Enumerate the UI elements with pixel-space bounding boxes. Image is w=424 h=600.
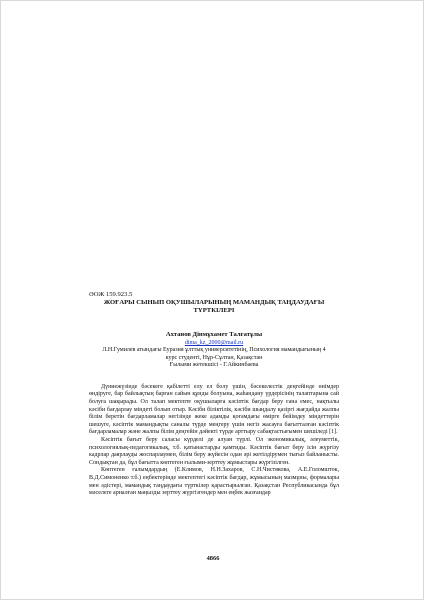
article-content xyxy=(89,291,339,498)
author-email-link[interactable]: dima_kz_2000@mail.ru xyxy=(184,340,244,346)
page-number: 4866 xyxy=(206,555,220,562)
affiliation xyxy=(89,347,339,370)
article-title xyxy=(89,299,339,315)
body-paragraph: Кәсіптік бағыт беру саласы күрделі де алуан түрлі. Ол экономикалық, әлеуметтік, психологиялық-педагогикалық, т.б. қатынастарды қамтиды. Кәсіптік бағыт беру ісін жүргізу кадрлар даярлауды жоспарлаумен, білім беру жүйесін одан әрі жетілдірумен тығыз байланысты. Сондықтан да, бұл бағытта көптеген ғылыми-зерттеу жұмыстары жүргізілген. xyxy=(89,436,339,466)
title-line: ЖОҒАРЫ СЫНЫП ОҚУШЫЛАРЫНЫҢ МАМАНДЫҚ ТАҢДАУДАҒЫ xyxy=(103,299,325,306)
affiliation-line: Л.Н.Гумилев атындағы Еуразия ұлттық университетінің, Психология мамандығының 4 xyxy=(102,347,326,353)
article-body xyxy=(89,384,339,498)
affiliation-line: курс студенті, Нұр-Сұлтан, Қазақстан xyxy=(165,354,263,361)
body-paragraph: Дүниежүзінде бәсекеге қабілетті елу ел болу үшін, бәсекелестік деңгейінде өнімдер өндіруге, бар байлықтың барған сайын құнды болуына, жаһандану үрдерісінің талаптарына сай болуға шақырады. Ол талап мектепте оқушыларға кәсіптік бағдар беру ғана емес, нақтылы кәсіби бағдарлау міндеті болып отыр. Кәсіби біліктілік, кәсіби шыңдалу қазіргі жағдайда жалпы білім беретін бағдарламалар негізінде жеке адамды қоғамдағы өмірге бейімдеу міндеттерін шешуге, кәсіптік мамандықты саналы түрде меңгеру үшін негіз жасауға бағытталған кәсіптік бағдарламалар және жалпы білім деңгейін дәйекті түрде арттыру сабақтастығымен шешіледі [1]. xyxy=(89,383,339,436)
author-name: Ахтанов Дінмұхамет Талғатұлы xyxy=(165,331,263,338)
body-paragraph: Көптеген ғалымдардың (Е.Климов, Н.Н.Захаров, С.Н.Чистякова, А.Е.Голомшток, В.Д.Симоненко т.б.) еңбектерінде мектептегі кәсіптік бағдар, жұмысының мазмұны, формалары мен әдістері, мамандық таңдаудағы түрткілер қарастырылған. Қазақстан Республикасында бұл мәселеге арналған маңызды зерттеу жүргізгендер мен еңбек жазғандар xyxy=(89,467,339,497)
udc-code: ӘОЖ 159.923.5 xyxy=(89,291,133,298)
supervisor-line: Ғылыми жетекшісі - Г.Айкинбаева xyxy=(169,362,259,369)
title-line: ТҮРТКІЛЕРІ xyxy=(193,307,235,314)
